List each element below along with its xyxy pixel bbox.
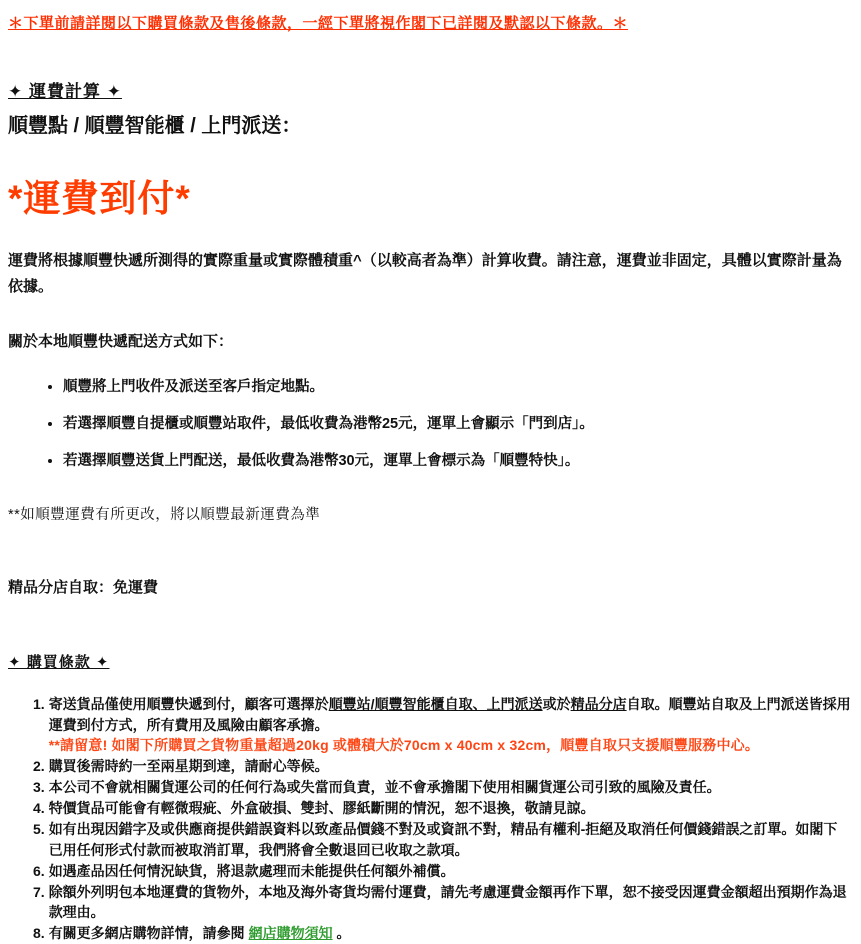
purchase-terms-list [8,694,851,944]
list-item: • 順豐將上門收件及派送至客戶指定地點。 [63,377,851,397]
term-segment-underlined: 順豐站/順豐智能櫃自取、上門派送 [328,696,543,712]
oversize-warning: **請留意! 如閣下所購買之貨物重量超過20kg 或體積大於70cm x 40cm x 32cm，順豐自取只支援順豐服務中心。 [48,737,760,753]
table-row [33,861,851,882]
freight-description: 運費將根據順豐快遞所測得的實際重量或實際體積重^（以較高者為準）計算收費。請注意，運費並非固定，具體以實際計量為依據。 [8,252,842,295]
pre-order-notice: ＊下單前請詳閱以下購買條款及售後條款，一經下單將視作閣下已詳閱及默認以下條款。＊ [8,15,629,32]
table-row [33,756,851,777]
term-number: 7. [33,883,45,900]
list-item: • 若選擇順豐送貨上門配送，最低收費為港幣30元，運單上會標示為「順豐特快」。 [63,451,851,471]
table-row [33,798,851,819]
term-text: 除額外列明包本地運費的貨物外，本地及海外寄貨均需付運費，請先考慮運費金額再作下單，恕不接受因運費金額超出預期作為退款理由。 [48,883,847,920]
freight-collect-headline: *運費到付* [8,178,191,219]
table-row [33,882,851,923]
term-number: 3. [33,779,45,795]
fee-change-note: **如順豐運費有所更改，將以順豐最新運費為準 [8,507,321,523]
term-segment: 。 [332,925,351,941]
term-segment: 或於 [542,696,571,712]
term-segment: 自取。順豐站自取及上門派送皆採用運費到付方式，所有費用及風險由顧客承擔。 [48,696,851,733]
term-text: 本公司不會就相關貨運公司的任何行為或失當而負責，並不會承擔閣下使用相關貨運公司引致的風險及責任。 [48,779,721,795]
term-number: 8. [33,925,45,941]
term-text: 如有出現因錯字及或供應商提供錯誤資料以致產品價錢不對及或資訊不對，精品有權利-拒絕及取消任何價錢錯誤之訂單。如閣下已用任何形式付款而被取消訂單，我們將會全數退回已收取之款項。 [48,821,838,858]
term-text: 購買後需時約一至兩星期到達，請耐心等候。 [48,758,329,774]
term-segment-underlined: 精品分店 [570,696,627,712]
table-row [33,694,851,756]
term-number: 1. [33,696,45,712]
table-row [33,777,851,798]
store-pickup-free-note: 精品分店自取：免運費 [8,579,159,596]
term-number: 6. [33,862,45,879]
term-text: 特價貨品可能會有輕微瑕疵、外盒破損、雙封、膠紙斷開的情況，恕不退換，敬請見諒。 [48,800,595,816]
term-segment: 寄送貨品僅使用順豐快遞到付，顧客可選擇於 [48,696,329,712]
list-item: • 若選擇順豐自提櫃或順豐站取件，最低收費為港幣25元，運單上會顯示「門到店」。 [63,414,851,434]
local-delivery-heading: 關於本地順豐快遞配送方式如下： [8,333,234,350]
term-number: 2. [33,758,45,774]
term-segment: 有關更多網店購物詳情，請參閱 [48,925,249,941]
table-row [33,819,851,860]
shipping-calculation-title: ✦ 運費計算 ✦ [8,82,122,101]
term-number: 4. [33,800,45,816]
delivery-bullet-list [8,377,851,471]
term-text [49,694,851,756]
purchase-terms-title: ✦ 購買條款 ✦ [8,654,110,671]
shop-guide-link[interactable]: 網店購物須知 [248,925,333,941]
term-text: 如遇產品因任何情況缺貨，將退款處理而未能提供任何額外補償。 [48,862,455,879]
term-text [49,923,851,944]
table-row [33,923,851,944]
term-number: 5. [33,821,45,837]
delivery-methods-subtitle: 順豐點 / 順豐智能櫃 / 上門派送： [8,115,302,137]
